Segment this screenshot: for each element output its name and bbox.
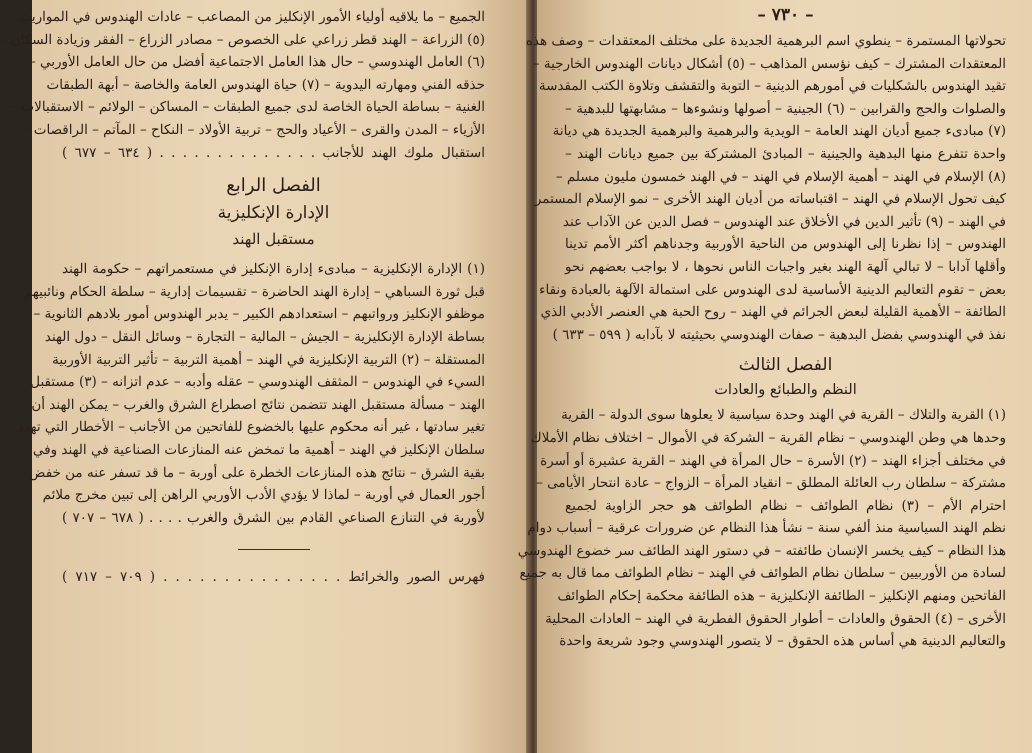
text-line: (٥) الزراعة – الهند قطر زراعي على الخصوص – مصادر الزراع – الفقر وزيادة السكان – [0,31,485,48]
text-line: المعتقدات المشترك – كيف نؤسس المذاهب – (٥) أشكال ديانات الهندوس الخارجية – [532,55,1006,72]
text-line: نفذ في الهندوسي بفضل البدهية – صفات الهندوسي بحيثيته لا بآدابه ( ٥٩٩ – ٦٣٣ ) [552,326,1006,343]
text-line: مشتركة – سلطان رب العائلة المطلق – انقياد المرأة – الزواج – عادة انتحار الأيامى – [536,475,1006,492]
text-line: وأقلها آدابا – لا تبالي آلهة الهند بغير واجبات الناس نحوها ، لا بواجب بعضهم نحو [565,258,1006,275]
text-line: تغير سادتها ، غير أنه محكوم عليها بالخضوع للفاتحين من الأجانب – الأخطار التي تهدد [17,419,485,436]
text-line: (١) القرية والتلاك – القرية في الهند وحدة سياسية لا يعلوها سوى الدولة – القرية [561,407,1006,424]
page-number: – ٧٣٠ – [757,5,814,25]
text-line: والتعاليم الدينية هي أساس هذه الحقوق – لا يتصور الهندوسي وجود شريعة واحدة [559,633,1006,650]
text-line: كيف تحول الإسلام في الهند – اقتباساته من أديان الهند الأخرى – نمو الإسلام المستمر [534,191,1006,208]
text-line: (٧) مبادىء جميع أديان الهند العامة – الويدية والبرهمية والبرهمية الجديدة هي ديانة [552,123,1006,140]
text-line: لأوربة في التنازع الصناعي القادم بين الشرق والغرب . . . . ( ٦٧٨ – ٧٠٧ ) [62,509,486,526]
text-line: في مختلف أجزاء الهند – (٢) الأسرة – حال المرأة في الهند – القرية عشيرة أو أسرة [540,452,1006,469]
text-line: والصلوات والحج والقرابين – (٦) الجينية – أصولها ونشوءها – مشابهتها للبدهية – [565,100,1006,117]
text-line: الطائفة – الأهمية القليلة لبعض الجرائم في الهند – روح الحبة هي العنصر الأدبي الذي [540,304,1006,321]
text-line: المستقلة – (٢) التربية الإنكليزية في الهند – أهمية التربية – تأثير التربية الأوربية [52,351,485,368]
right-body-paragraph [517,404,1006,653]
text-line: تحولاتها المستمرة – ينطوي اسم البرهمية الجديدة على مختلف المعتقدات – وصف هذه [525,33,1006,49]
text-line: هذا النظام – كيف يخسر الإنسان طائفته – في دستور الهند الطائف سر خضوع الهندوسي [517,542,1006,559]
text-line: استقبال ملوك الهند للأجانب . . . . . . . . . . . . . . ( ٦٣٤ – ٦٧٧ ) [62,144,485,161]
index-entry: فهرس الصور والخرائط . . . . . . . . . . . . . . . ( ٧٠٩ – ٧١٧ ) [62,569,485,586]
text-line: الجميع – ما يلاقيه أولياء الأمور الإنكليز من المصاعب – عادات الهندوس في المواريث [18,9,485,25]
text-line: السيء في الهندوس – المثقف الهندوسي – عقله وأدبه – عدم اتزانه – (٣) مستقبل [30,374,485,391]
text-line: موظفو الإنكليز ورواتبهم – استعدادهم الكبير – يدبر الهندوس أمور بلادهم الثانوية – [33,306,485,323]
text-line: لسادة من الأوربيين – سلطان نظام الطوائف في الهند – نظام الطوائف مما قال به جميع [519,565,1006,582]
text-line: الغنية – بساطة الحياة الخاصة لدى جميع الطبقات – المساكن – الولائم – الاستقبالات – [10,99,485,116]
chapter-subtitle: مستقبل الهند [232,230,315,249]
text-line: وحدها هي وطن الهندوسي – نظام القرية – الشركة في الأموال – اختلاف نظام الأملاك [530,429,1006,446]
text-line: واحدة تتفرع منها البدهية والجينية – المبادئ المشتركة بين جميع ديانات الهند – [565,145,1006,162]
text-line: (٨) الإسلام في الهند – أهمية الإسلام في الهند – في الهند خمسون مليون مسلم – [555,168,1006,185]
text-line: (١) الإدارة الإنكليزية – مبادىء إدارة الإنكليز في مستعمراتهم – حكومة الهند [62,261,485,278]
text-line: بعض – تقوم التعاليم الدينية الأساسية لدى الهندوس على استمالة الآلهة بالعبادة ونقاء [539,281,1006,298]
text-line: حذقه الفني ومهارته اليدوية – (٧) حياة الهندوس العامة والخاصة – أبهة الطبقات [46,76,485,93]
text-line: الهندوس – إذا نظرنا إلى الهندوس من الناحية الأوربية وجدناهم أكثر الأمم تدينا [565,236,1006,253]
chapter-heading: الفصل الثالث [738,355,833,376]
text-line: الهند – مسألة مستقبل الهند تتضمن نتائج اصطراع الشرق والغرب – يمكن الهند أن [31,396,485,413]
text-line: (٦) العامل الهندوسي – حال هذا العامل الاجتماعية أفضل من حال العامل الأوربي – [28,54,485,71]
text-line: بساطة الإدارة الإنكليزية – الجيش – المالية – التجارة – وسائل النقل – دول الهند [44,328,485,345]
text-line: الأخرى – (٤) الحقوق والعادات – أطوار الحقوق الفطرية في الهند – العادات المحلية [545,610,1006,627]
right-page [517,0,1032,753]
chapter-title: الإدارة الإنكليزية [217,203,330,224]
text-line: تقيد الهندوس بالشكليات في أمورهم الدينية – التوبة والتقشف وتلاوة الكتب المقدسة [538,78,1006,95]
section-divider [238,549,310,550]
right-top-paragraph [525,30,1006,346]
text-line: نظم الهند السياسية منذ ألفي سنة – نشأ هذا النظام عن ضرورات عرقية – أسباب دوام [527,520,1006,537]
text-line: الأزياء – المدن والقرى – الأعياد والحج – تربية الأولاد – النكاح – المآتم – الراقصات – [22,121,485,138]
text-line: سلطان الإنكليز في الهند – أهمية ما تمخض عنه المنازعات الصناعية في الهند وفي [32,441,485,458]
text-line: في الهند – (٩) تأثير الدين في الأخلاق عند الهندوس – فصل الدين عن الآداب عند [562,213,1006,230]
left-body-paragraph [12,258,486,529]
text-line: قبل ثورة السباهي – إدارة الهند الحاضرة – تقسيمات إدارية – سلطة الحكام ونائبيهم – [12,283,485,300]
chapter-heading: الفصل الرابع [226,175,321,197]
text-line: الفاتحين ومنهم الإنكليز – الطائفة الإنكليزية – هذه الطائفة محكمة إحكام الطوائف [557,588,1006,605]
chapter-subtitle: النظم والطبائع والعادات [714,382,857,399]
left-top-paragraph [0,6,485,164]
text-line: بقية الشرق – نتائج هذه المنازعات الخطرة على أوربة – ما قد تسفر عنه من خفض [29,464,485,481]
text-line: احترام الأم – (٣) نظام الطوائف – نظام الطوائف هو حجر الزاوية لجميع [565,497,1006,514]
text-line: أجور العمال في أوربة – لماذا لا يؤدي الأدب الأوربي الراهن إلى تبين مخرج ملائم [42,487,485,504]
